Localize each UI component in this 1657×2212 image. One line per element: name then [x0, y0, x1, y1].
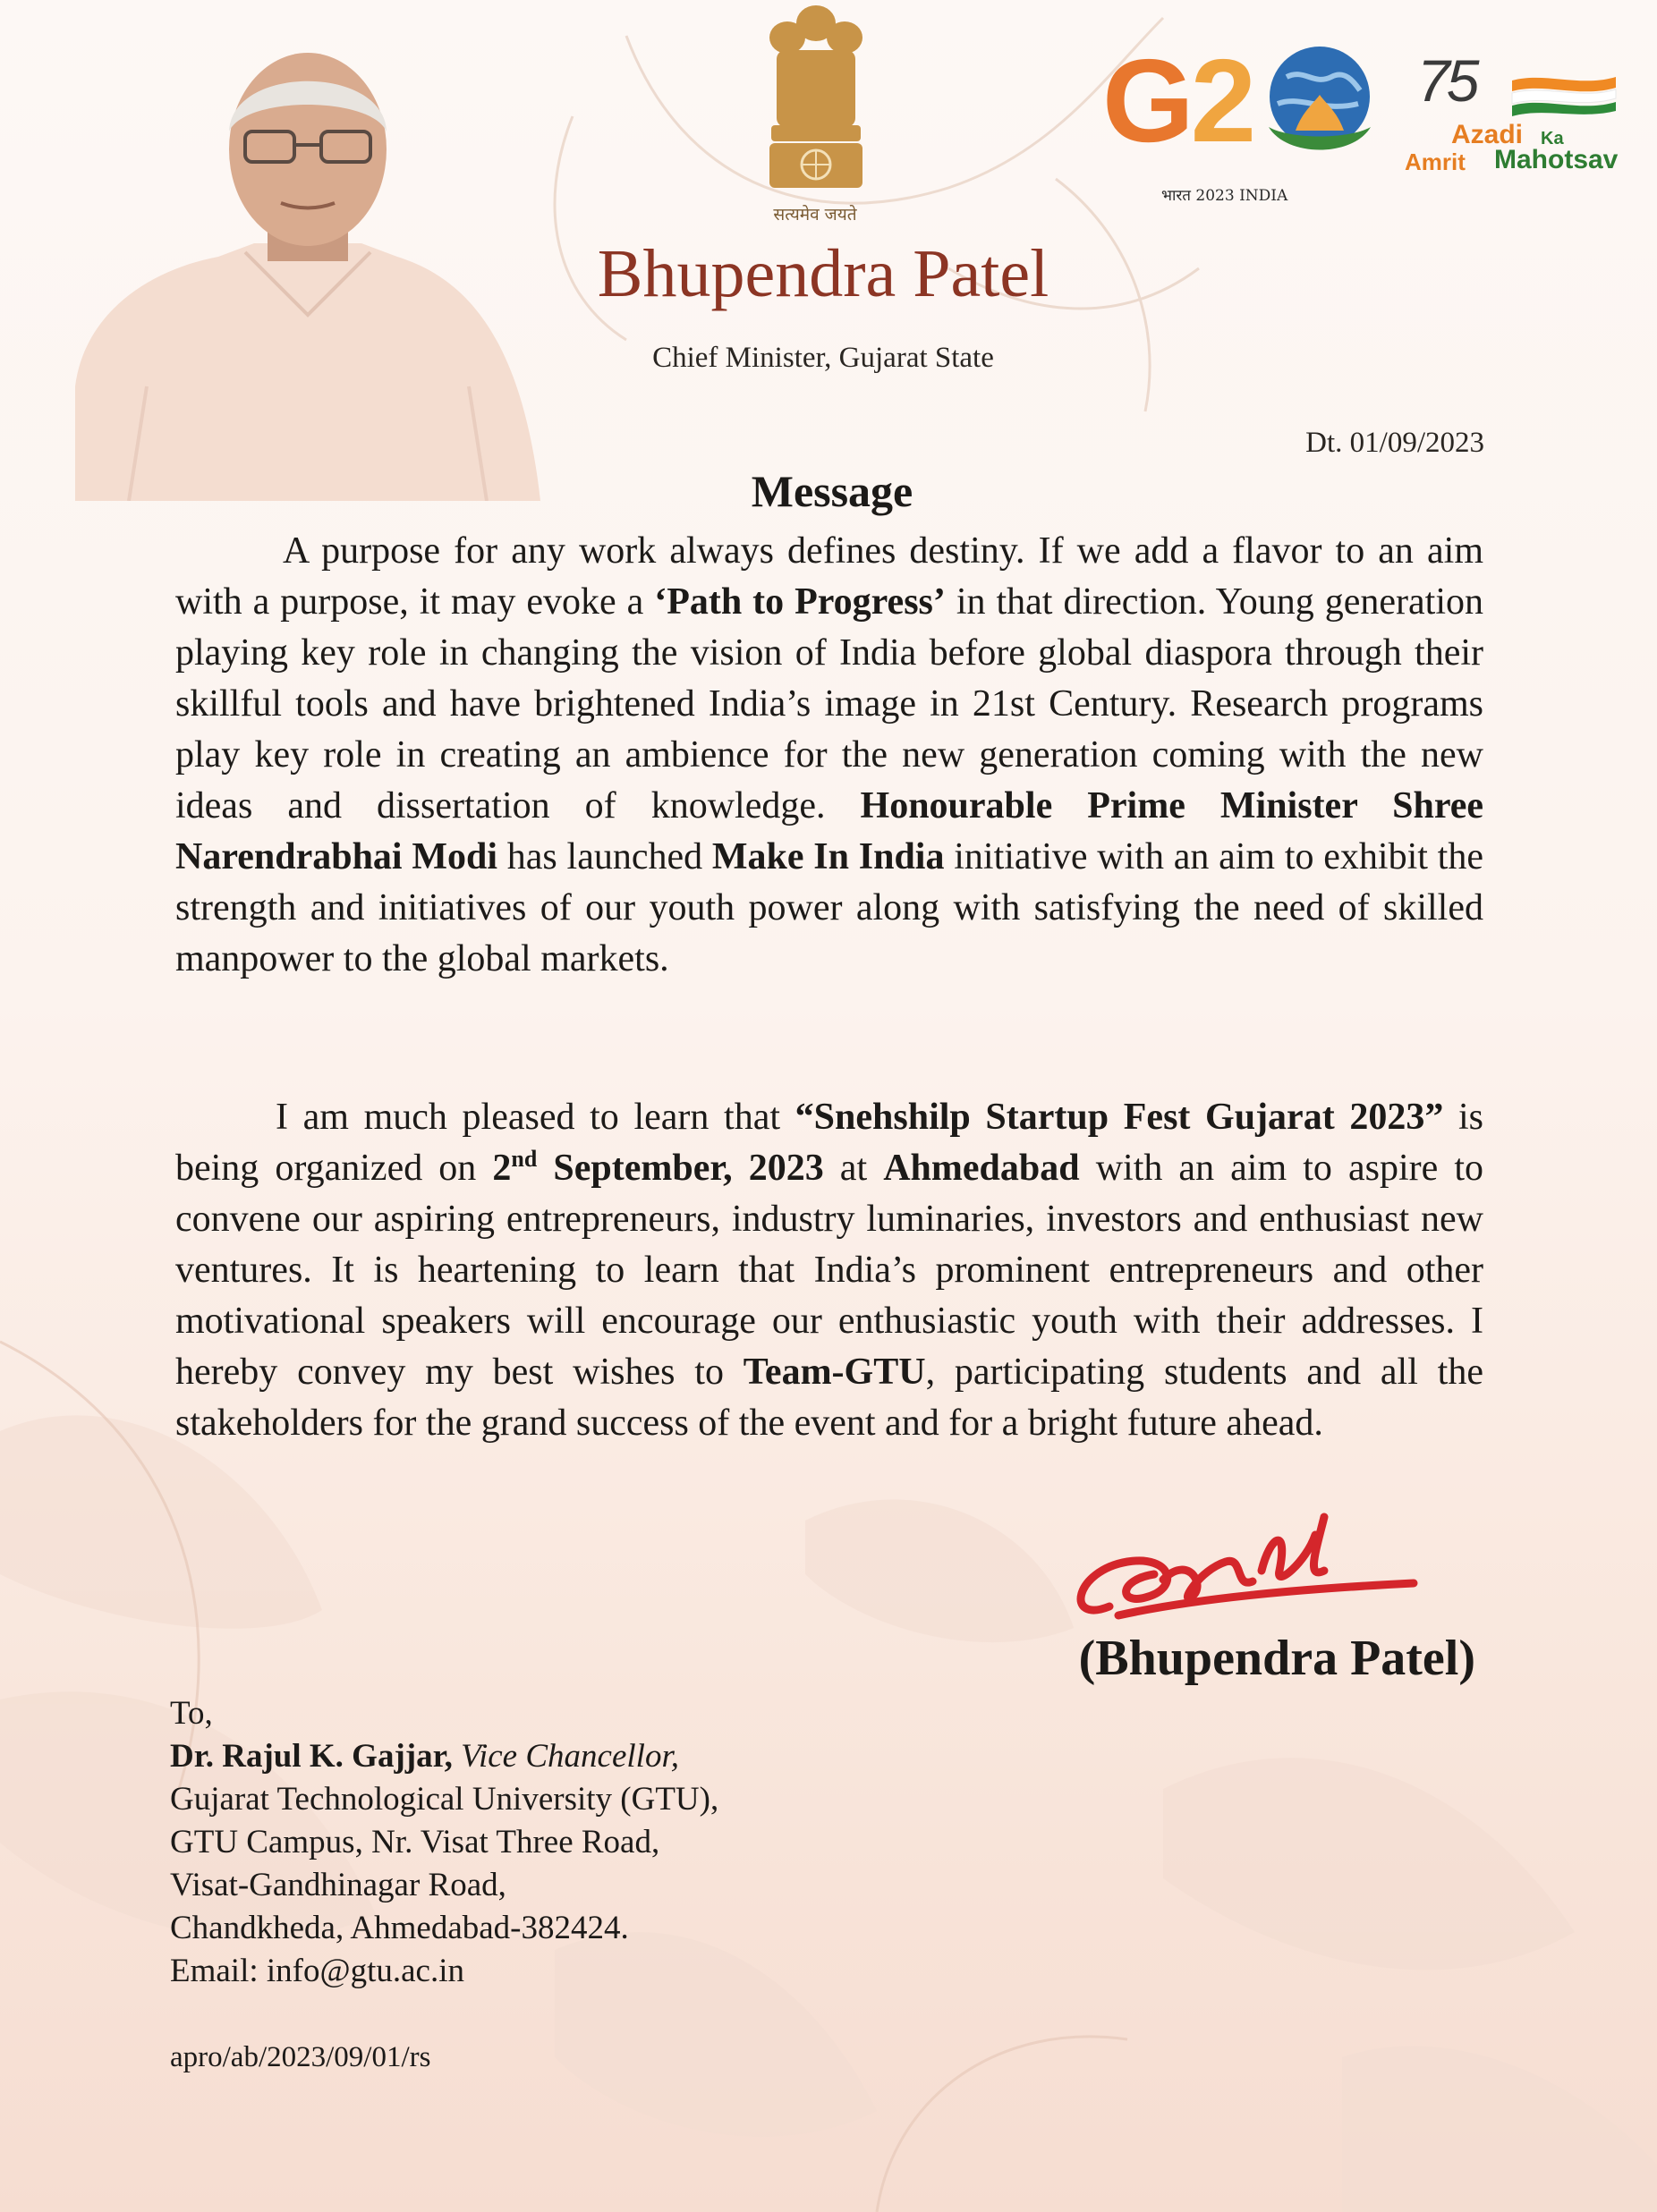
sender-title: Chief Minister, Gujarat State	[652, 342, 994, 374]
g20-globe-lotus-icon	[1260, 41, 1380, 161]
azadi-ka-amrit-mahotsav-logo	[1401, 47, 1634, 181]
g20-wordmark: G2	[1102, 35, 1253, 166]
address-line-3: Visat-Gandhinagar Road,	[170, 1867, 506, 1903]
address-line-4: Chandkheda, Ahmedabad-382424.	[170, 1910, 629, 1946]
message-heading: Message	[751, 466, 913, 516]
recipient-line	[170, 1735, 718, 1778]
sender-name: Bhupendra Patel	[597, 236, 1049, 311]
message-paragraph-2: I am much pleased to learn that “Snehshilp Startup Fest Gujarat 2023” is being organized on 2nd September, 2023 at Ahmedabad with an aim to aspire to convene our aspiring entrepreneurs, industry luminaries, investors and enthusiast new ventures. It is heartening to learn that India’s prominent entrepreneurs and other motivational speakers will encourage our enthusiastic youth with their addresses. I hereby convey my best wishes to Team-GTU, participating students and all the stakeholders for the grand success of the event and for a bright future ahead.	[175, 1097, 1484, 1444]
ka-word: Ka	[1541, 129, 1564, 148]
chief-minister-photo	[75, 47, 540, 501]
g20-logo	[1102, 34, 1378, 205]
recipient-address	[170, 1692, 718, 1993]
amrit-word: Amrit	[1405, 148, 1466, 175]
mahotsav-word: Mahotsav	[1494, 145, 1619, 174]
signatory-name: (Bhupendra Patel)	[1078, 1631, 1475, 1686]
message-paragraph-1: A purpose for any work always defines destiny. If we add a flavor to an aim with a purpose, it may evoke a ‘Path to Progress’ in that direction. Young generation playing key role in changing the vision of India before global diaspora through their skillful tools and have brightened India’s image in 21st Century. Research programs play key role in creating an ambience for the new generation coming with the new ideas and dissertation of knowledge. Honourable Prime Minister Shree Narendrabhai Modi has launched Make In India initiative with an aim to exhibit the strength and initiatives of our youth power along with satisfying the need of skilled manpower to the global markets.	[175, 530, 1484, 979]
recipient-name: Dr. Rajul K. Gajjar,	[170, 1738, 453, 1775]
address-email: Email: info@gtu.ac.in	[170, 1953, 464, 1989]
letter-date: Dt. 01/09/2023	[1305, 427, 1484, 459]
address-line-1: Gujarat Technological University (GTU),	[170, 1781, 719, 1818]
national-emblem	[762, 0, 870, 233]
address-salutation: To,	[170, 1695, 213, 1732]
azadi-word: Azadi	[1451, 120, 1524, 149]
recipient-role: Vice Chancellor,	[452, 1738, 679, 1775]
azadi-number: 75	[1417, 47, 1476, 114]
reference-number: apro/ab/2023/09/01/rs	[170, 2041, 431, 2073]
emblem-motto: सत्यमेव जयते	[773, 205, 857, 225]
g20-subtitle: भारत 2023 INDIA	[1161, 187, 1288, 205]
tricolour-flag-icon	[1508, 72, 1619, 116]
handwritten-signature	[1056, 1499, 1432, 1651]
address-line-2: GTU Campus, Nr. Visat Three Road,	[170, 1824, 660, 1860]
